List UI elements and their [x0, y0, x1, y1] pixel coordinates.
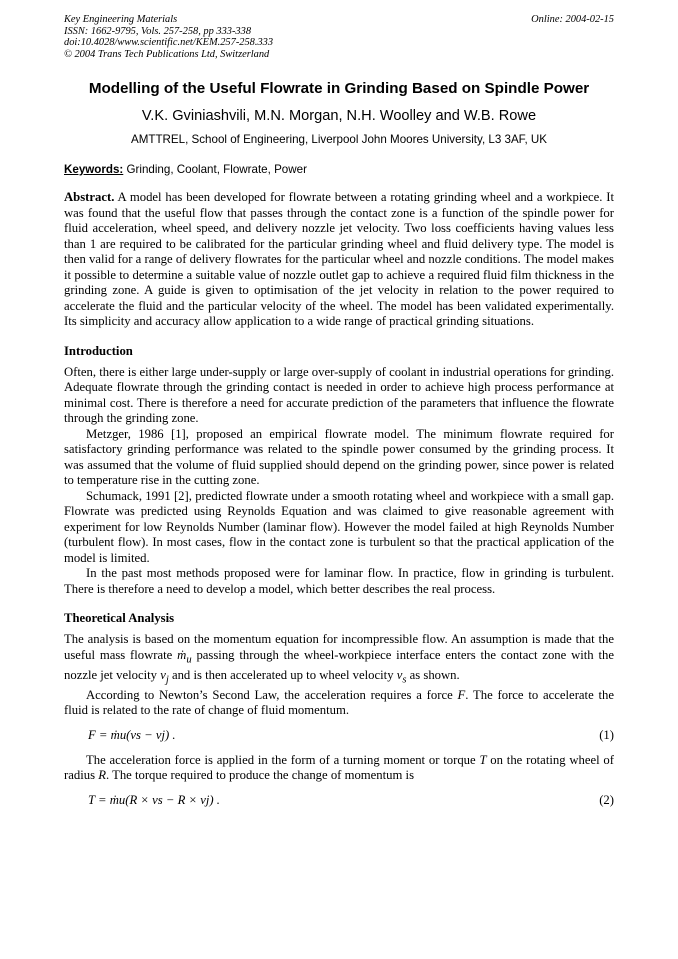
section-heading-theory: Theoretical Analysis — [64, 611, 175, 625]
equation-2 — [64, 793, 614, 809]
paragraph: Metzger, 1986 [1], proposed an empirical flowrate model. The minimum flowrate required for satisfactory grinding performance was related to the spindle power consumed by the grinding process. It was assumed that the volume of fluid supplied should depend on the grinding power, since power is related to temperature rise in the cutting zone. — [64, 426, 614, 487]
abstract — [64, 190, 614, 330]
paper-authors: V.K. Gviniashvili, M.N. Morgan, N.H. Woolley and W.B. Rowe — [141, 108, 537, 124]
keywords — [64, 163, 614, 176]
abstract-text: A model has been developed for flowrate between a rotating grinding wheel and a workpiece. It was found that the useful flow that passes through the contact zone is a function of the spindle power for fluid acceleration, wheel speed, and delivery nozzle jet velocity. Two loss coefficients having values less than 1 are required to be calibrated for the particular grinding wheel and fluid delivery type. The model is then valid for a range of delivery flowrates for the particular wheel and nozzle conditions. The model makes it possible to determine a suitable value of nozzle outlet gap to achieve a required fluid film thickness in the grinding zone. A guide is given to optimisation of the jet velocity in relation to the power required to accelerate the fluid and the particular velocity of the wheel. The model has been validated experimentally. Its simplicity and accuracy allow application to a wide range of practical grinding situations. — [64, 190, 614, 328]
paragraph: According to Newton’s Second Law, the acceleration requires a force F. The force to accelerate the fluid is related to the rate of change of fluid momentum. — [64, 687, 614, 718]
equation-number: (2) — [599, 792, 614, 807]
issn-line: ISSN: 1662-9795, Vols. 257-258, pp 333-338 — [64, 25, 252, 37]
paragraph: The acceleration force is applied in the form of a turning moment or torque T on the rotating wheel of radius R. The torque required to produce the change of momentum is — [64, 752, 615, 783]
keywords-label: Keywords: — [64, 163, 124, 176]
abstract-label: Abstract. — [64, 190, 115, 204]
paper-affiliation: AMTTREL, School of Engineering, Liverpool John Moores University, L3 3AF, UK — [130, 133, 548, 146]
doi-line: doi:10.4028/www.scientific.net/KEM.257-258.333 — [64, 37, 274, 48]
online-date: Online: 2004-02-15 — [531, 14, 614, 25]
paragraph: Schumack, 1991 [2], predicted flowrate under a smooth rotating wheel and workpiece with a small gap. Flowrate was predicted using Reynolds Equation and was claimed to give reasonable agreement with experiment for low Reynolds Number (laminar flow). However the model failed at high Reynolds Number (turbulent flow). In most cases, flow in the contact zone is turbulent so that the practical application of the model is limited. — [64, 488, 614, 565]
copyright-line: © 2004 Trans Tech Publications Ltd, Switzerland — [64, 48, 270, 60]
equation-expression: T = ṁu(R × vs − R × vj) . — [88, 792, 220, 807]
paper-page — [64, 14, 614, 818]
journal-header — [64, 14, 614, 60]
equation-1 — [64, 728, 614, 744]
paragraph: In the past most methods proposed were for laminar flow. In practice, flow in grinding is turbulent. There is therefore a need to develop a model, which better describes the real process. — [64, 566, 614, 596]
paper-title: Modelling of the Useful Flowrate in Grinding Based on Spindle Power — [88, 80, 590, 97]
keywords-text: Grinding, Coolant, Flowrate, Power — [123, 163, 307, 176]
journal-name: Key Engineering Materials — [64, 14, 178, 25]
equation-expression: F = ṁu(vs − vj) . — [88, 727, 176, 742]
section-heading-introduction: Introduction — [64, 343, 133, 358]
paragraph: The analysis is based on the momentum equation for incompressible flow. An assumption is made that the useful mass flowrate ṁ$_u$ passing through the wheel-workpiece interface enters the contact zone with the nozzle jet velocity $v_j$ and is then accelerated up to wheel velocity $v_s$ as shown. — [64, 632, 614, 686]
equation-number: (1) — [599, 727, 614, 742]
paragraph: Often, there is either large under-supply or large over-supply of coolant in industrial operations for grinding. Adequate flowrate through the grinding contact is needed in order to achieve high process performance at minimal cost. There is therefore a need for accurate prediction of the parameters that influence the flowrate through the grinding zone. — [64, 364, 614, 425]
